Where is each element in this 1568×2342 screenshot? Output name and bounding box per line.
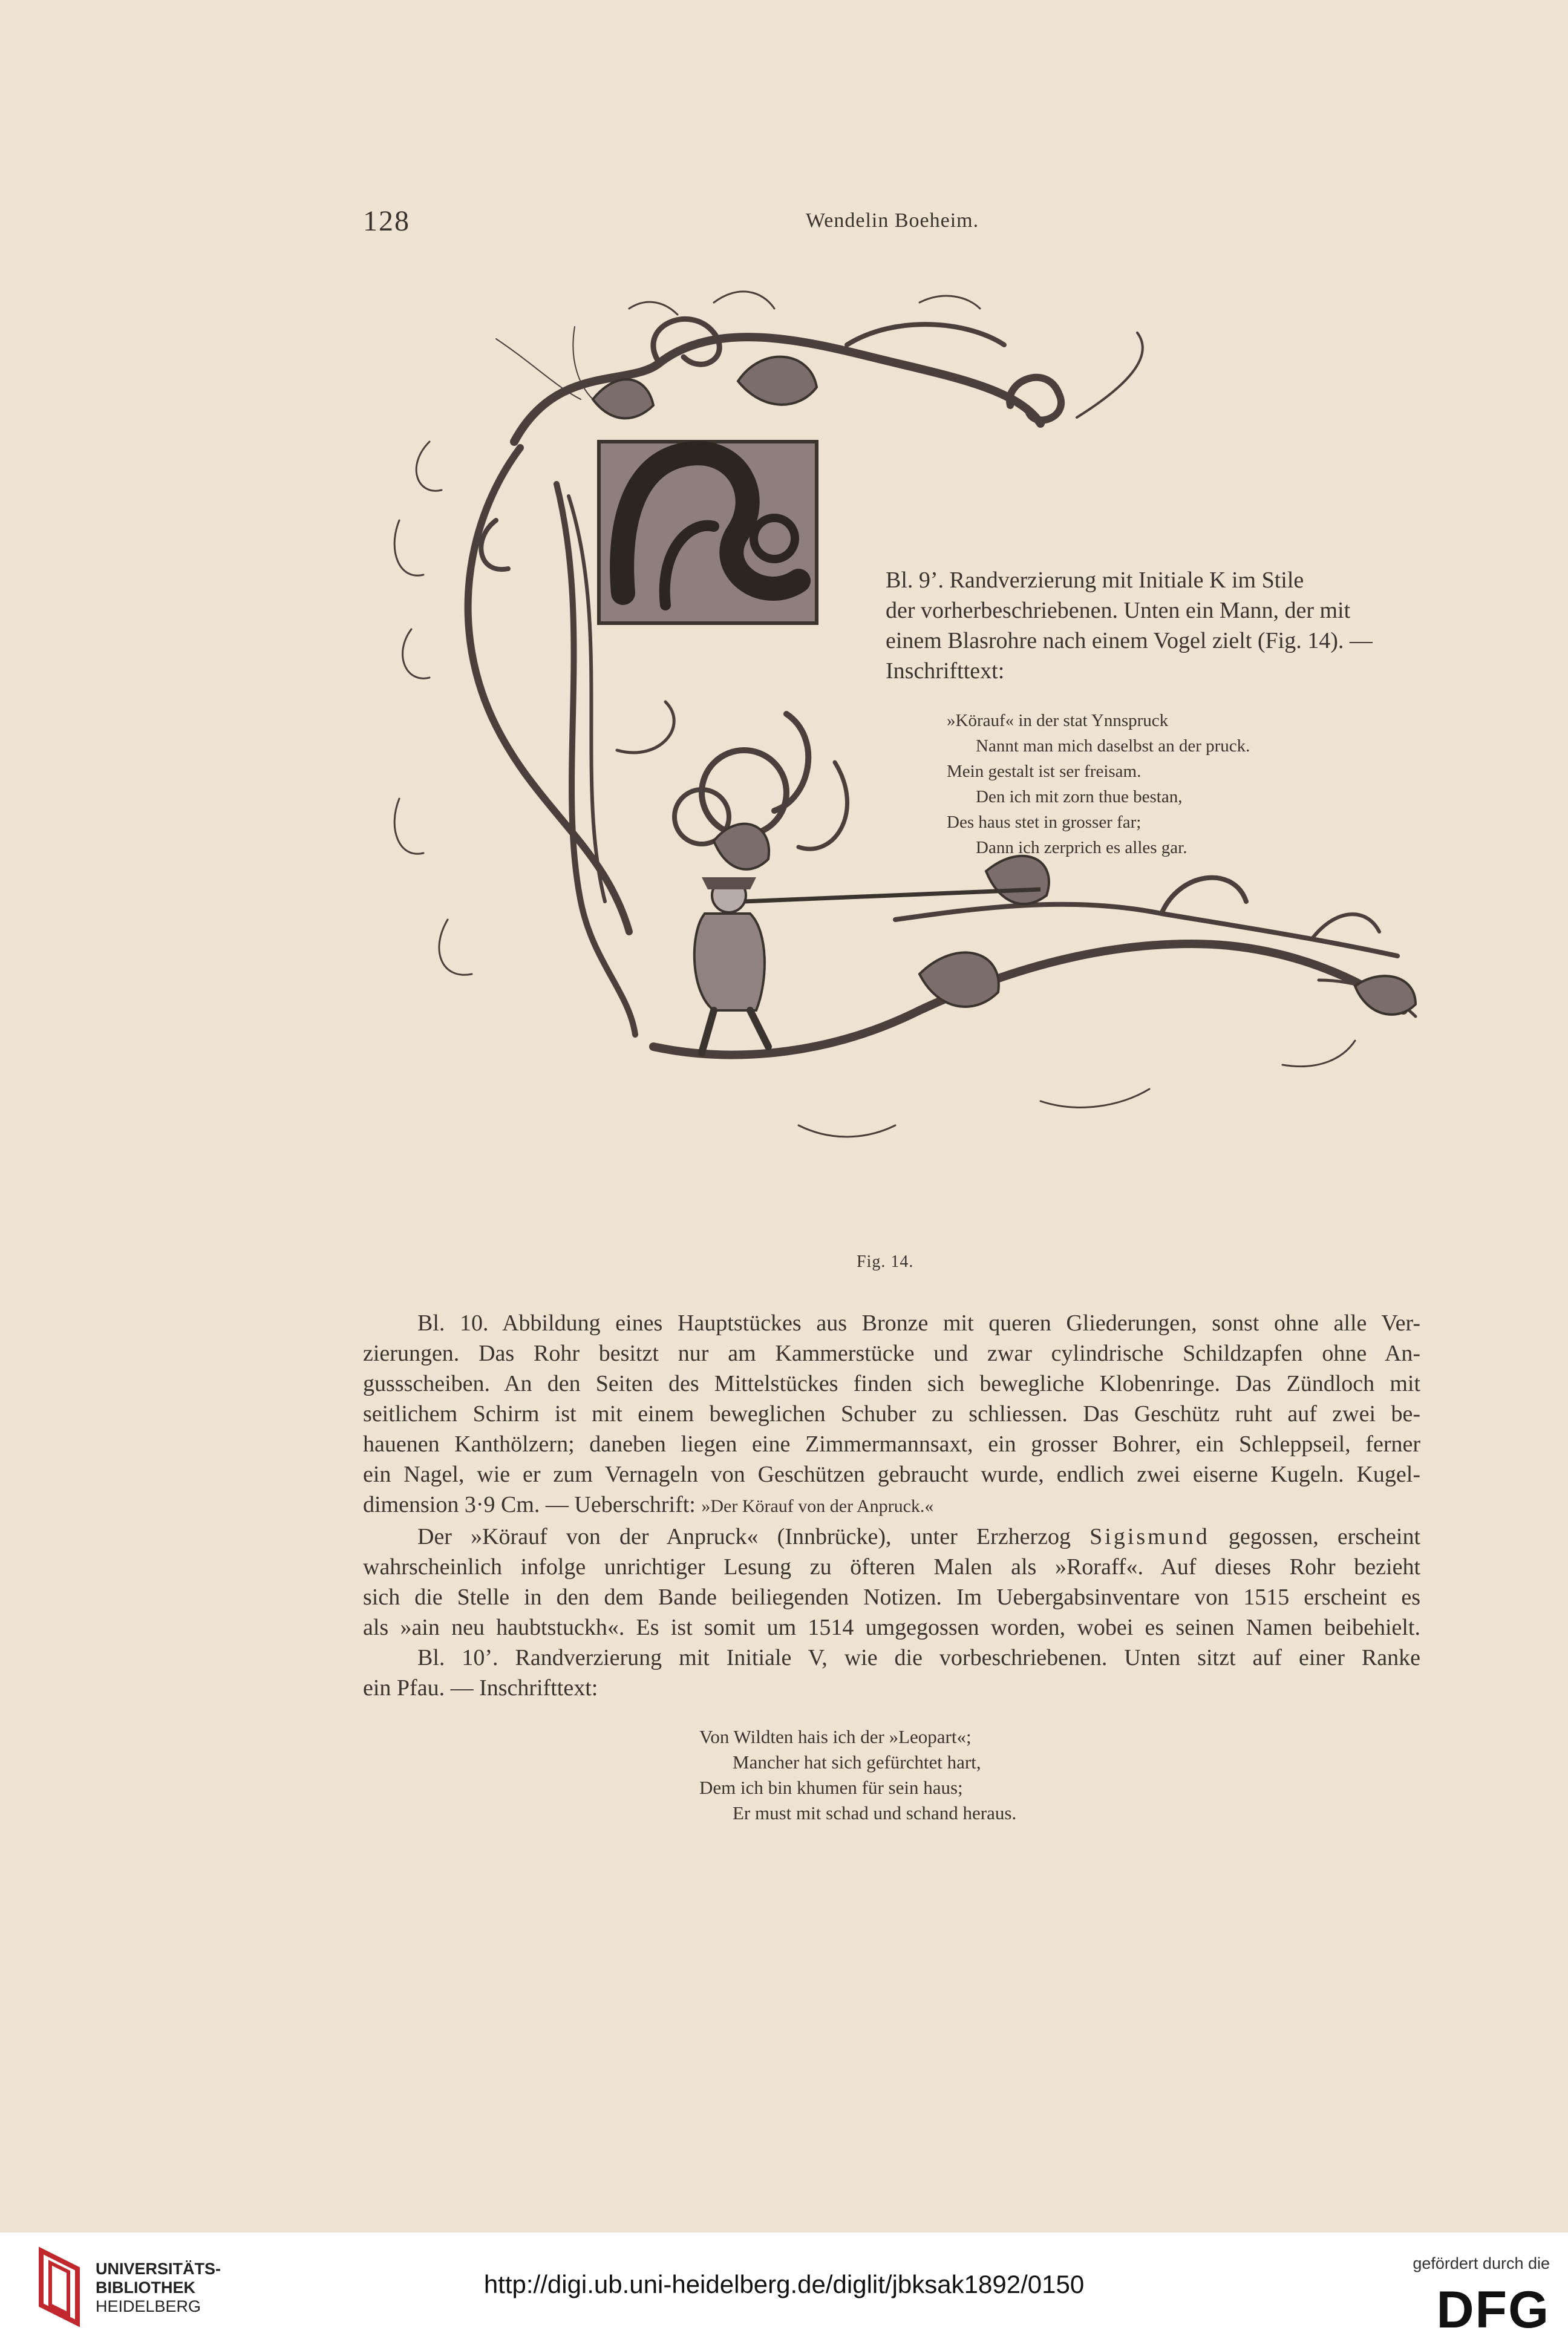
page-header [363, 204, 1422, 241]
text-line: seitlichem Schirm ist mit einem beweglichen Schuber zu schliessen. Das Geschütz ruht auf zwei be- [363, 1401, 1420, 1427]
text-line: Bl. 10’. Randverzierung mit Initiale V, wie die vorbeschriebenen. Unten sitzt auf einer Ranke [417, 1645, 1420, 1670]
text-run: gegossen, erscheint [1209, 1524, 1420, 1549]
figure-label: Fig. 14. [857, 1252, 914, 1271]
caption-line: Inschrifttext: [886, 658, 1005, 684]
verse-line: Er must mit schad und schand heraus. [733, 1802, 1017, 1824]
text-line: ein Nagel, wie er zum Vernageln von Geschützen gebraucht wurde, endlich zwei eiserne Kugeln. Kugel- [363, 1462, 1420, 1487]
ub-line: BIBLIOTHEK [96, 2278, 195, 2297]
text-line: Bl. 10. Abbildung eines Hauptstückes aus Bronze mit queren Gliederungen, sonst ohne alle Ver- [417, 1310, 1420, 1336]
text-line: wahrscheinlich infolge unrichtiger Lesung zu öfteren Malen als »Roraff«. Auf dieses Rohr bezieht [363, 1554, 1420, 1580]
caption-line: der vorherbeschriebenen. Unten ein Mann, der mit [886, 598, 1351, 623]
text-line: ein Pfau. — Inschrifttext: [363, 1675, 598, 1701]
ub-line: UNIVERSITÄTS- [96, 2260, 221, 2278]
caption-line: einem Blasrohre nach einem Vogel zielt (Fig. 14). — [886, 628, 1373, 653]
text-run: Der »Körauf von der Anpruck« (Innbrücke), unter Erzherzog [417, 1524, 1090, 1549]
initial-k-panel [599, 442, 817, 623]
inscription-verse [947, 708, 1250, 860]
text-line [363, 1522, 1420, 1552]
ornamental-initial-illustration [375, 266, 1452, 1246]
text-line: zierungen. Das Rohr besitzt nur am Kammerstücke und zwar cylindrische Schildzapfen ohne An- [363, 1341, 1420, 1366]
ub-line: HEIDELBERG [96, 2297, 201, 2315]
verse-line: Mein gestalt ist ser freisam. [947, 762, 1142, 781]
text-line: gussscheiben. An den Seiten des Mittelstückes finden sich bewegliche Klobenringe. Das Zündloch mit [363, 1371, 1420, 1396]
text-line: sich die Stelle in den dem Bande beiliegenden Notizen. Im Uebergabsinventare von 1515 erscheint es [363, 1585, 1420, 1610]
verse-line: »Körauf« in der stat Ynnspruck [947, 711, 1169, 730]
emphasized-name: Sigismund [1089, 1524, 1210, 1549]
dfg-logo[interactable]: DFG [1436, 2281, 1550, 2339]
body-text [363, 1308, 1420, 1703]
verse-line: Mancher hat sich gefürchtet hart, [733, 1752, 981, 1773]
figure-caption [886, 565, 1430, 686]
paragraph-bl-10-prime [363, 1643, 1420, 1703]
text-line [363, 1490, 1420, 1522]
verse-line: Des haus stet in grosser far; [947, 813, 1142, 832]
leaf-ornament [738, 357, 817, 405]
verse-line: Dann ich zerprich es alles gar. [976, 838, 1187, 857]
funding-label: gefördert durch die [1413, 2254, 1550, 2272]
inscription-verse-bottom [699, 1724, 1016, 1826]
verse-line: Den ich mit zorn thue bestan, [976, 787, 1183, 806]
paragraph-koerauf [363, 1522, 1420, 1643]
text-line: hauenen Kanthölzern; daneben liegen eine Zimmermannsaxt, ein grosser Bohrer, ein Schleppseil, ferner [363, 1431, 1420, 1457]
verse-line: Dem ich bin khumen für sein haus; [699, 1777, 963, 1798]
running-head: Wendelin Boeheim. [805, 209, 979, 232]
paragraph-bl-10 [363, 1308, 1420, 1522]
page-number: 128 [363, 205, 410, 237]
permalink-url[interactable]: http://digi.ub.uni-heidelberg.de/diglit/jbksak1892/0150 [483, 2270, 1085, 2298]
caption-line: Bl. 9’. Randverzierung mit Initiale K im Stile [886, 568, 1304, 593]
verse-line: Von Wildten hais ich der »Leopart«; [699, 1726, 972, 1747]
text-run: dimension 3·9 Cm. — Ueberschrift: [363, 1492, 702, 1517]
text-line: als »ain neu haubtstuckh«. Es ist somit um 1514 umgegossen worden, wobei es seinen Namen beibehielt. [363, 1615, 1420, 1640]
heading-quote: »Der Körauf von der Anpruck.« [701, 1496, 934, 1516]
verse-line: Nannt man mich daselbst an der pruck. [976, 736, 1250, 756]
digitization-footer [0, 2232, 1568, 2342]
